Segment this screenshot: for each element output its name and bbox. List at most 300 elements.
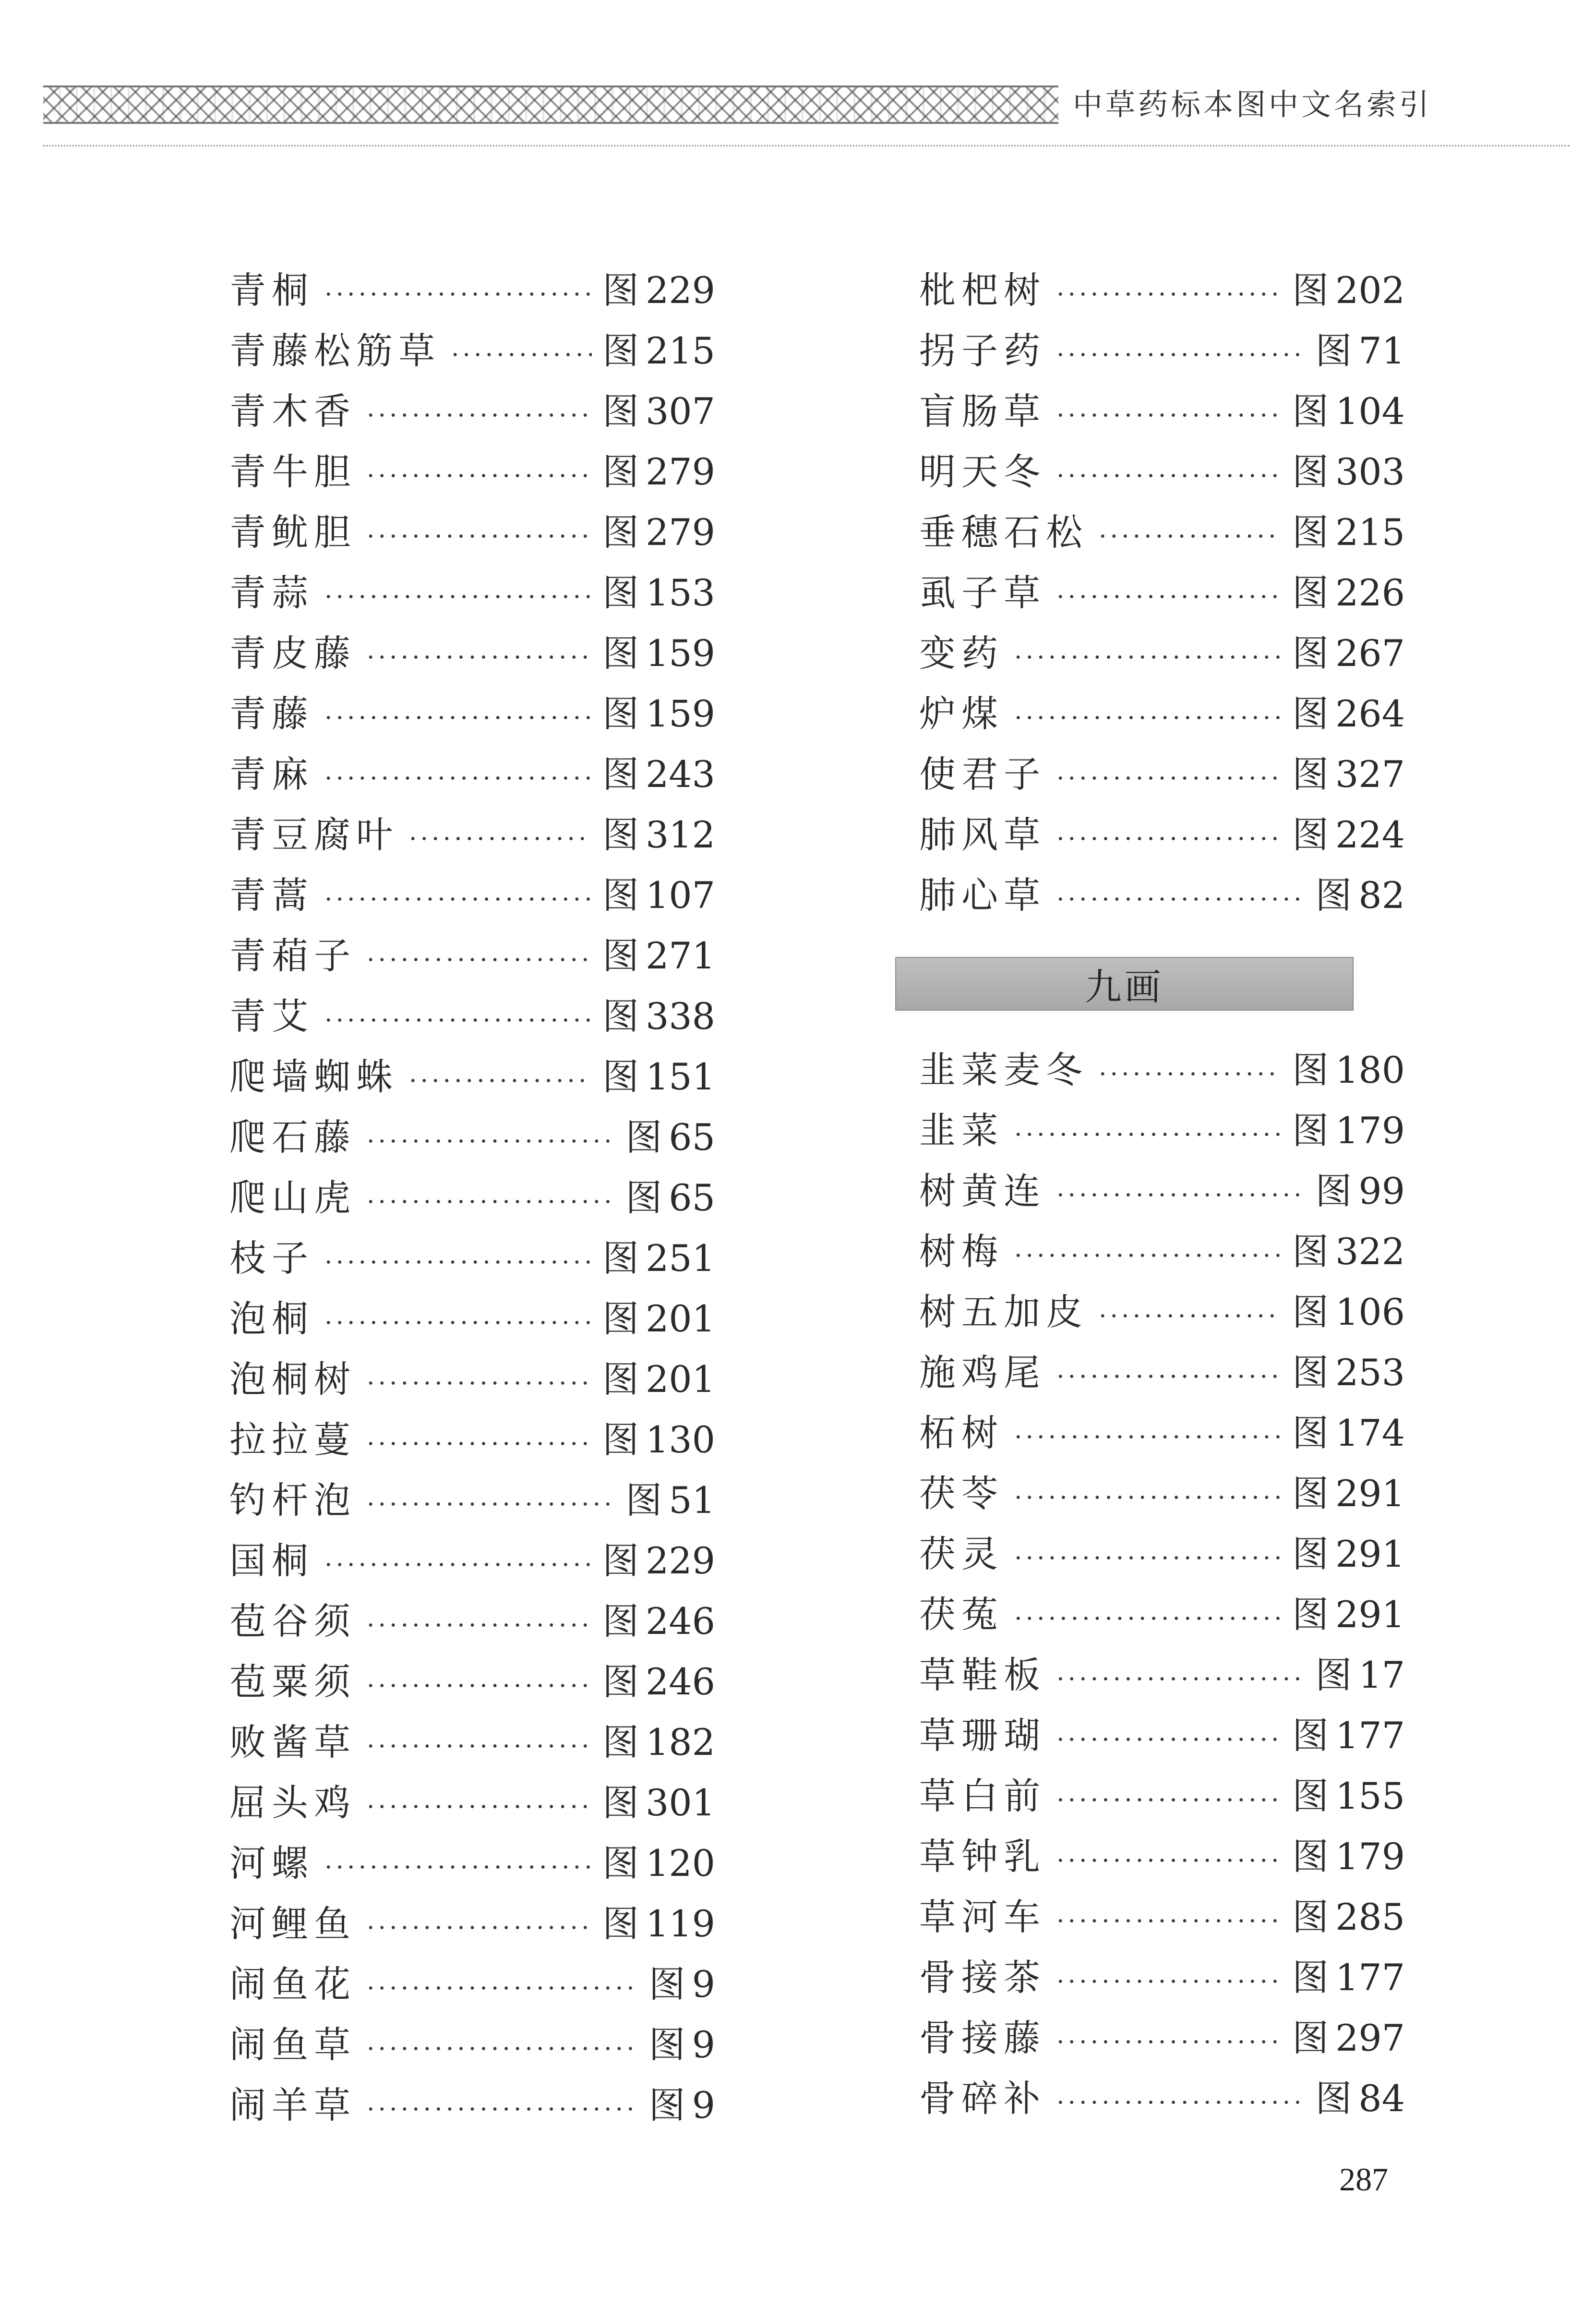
entry-name: 草珊瑚: [919, 1714, 1046, 1757]
dot-leader: [1056, 1831, 1282, 1891]
index-entry: [229, 321, 715, 381]
figure-reference: [1292, 1947, 1405, 2008]
index-entry: [919, 321, 1405, 381]
index-entry: [229, 1954, 715, 2015]
entry-name: 钓杆泡: [229, 1479, 356, 1522]
dot-leader: [324, 1293, 592, 1353]
index-column-right: [919, 260, 1405, 2129]
figure-prefix: 图: [1292, 1472, 1329, 1515]
figure-reference: [625, 1107, 715, 1168]
index-entry: [919, 1342, 1405, 1403]
index-entry: [919, 805, 1405, 865]
dot-leader: [1056, 1165, 1305, 1226]
dot-leader: [1099, 1286, 1282, 1347]
figure-number: 291: [1335, 1533, 1405, 1575]
figure-number: 264: [1335, 692, 1405, 735]
entry-name: 爬墙蜘蛛: [229, 1055, 398, 1098]
index-entry: [919, 1161, 1405, 1221]
figure-reference: [602, 1289, 715, 1349]
figure-reference: [1315, 865, 1405, 926]
entry-name: 败酱草: [229, 1721, 356, 1764]
entry-name: 变药: [919, 632, 1004, 675]
figure-reference: [602, 1531, 715, 1591]
dot-leader: [367, 507, 592, 567]
entry-name: 青豆腐叶: [229, 813, 398, 856]
figure-reference: [649, 1954, 715, 2015]
entry-name: 河鲤鱼: [229, 1902, 356, 1945]
figure-prefix: 图: [1292, 269, 1329, 312]
figure-prefix: 图: [1292, 2017, 1329, 2059]
figure-prefix: 图: [602, 269, 639, 312]
entry-name: 茯灵: [919, 1533, 1004, 1575]
figure-reference: [1292, 744, 1405, 805]
figure-reference: [649, 2015, 715, 2075]
index-entry: [229, 2075, 715, 2136]
figure-reference: [1292, 2008, 1405, 2068]
figure-reference: [1315, 2068, 1405, 2129]
entry-name: 草鞋板: [919, 1654, 1046, 1696]
dot-leader: [1056, 567, 1282, 628]
figure-reference: [1292, 1584, 1405, 1645]
index-entry: [229, 442, 715, 502]
entry-name: 骨接藤: [919, 2017, 1046, 2059]
figure-number: 243: [645, 753, 715, 796]
index-entry: [919, 381, 1405, 442]
figure-reference: [649, 2075, 715, 2136]
entry-name: 闹鱼花: [229, 1963, 356, 2006]
entry-name: 枝子: [229, 1237, 314, 1280]
index-entry: [229, 260, 715, 321]
figure-number: 106: [1335, 1291, 1405, 1333]
entry-name: 青桐: [229, 269, 314, 312]
figure-number: 297: [1335, 2017, 1405, 2059]
figure-number: 303: [1335, 450, 1405, 493]
dot-leader: [451, 325, 592, 386]
dot-leader: [367, 1595, 592, 1656]
figure-number: 201: [645, 1297, 715, 1340]
entry-name: 树黄连: [919, 1170, 1046, 1212]
figure-reference: [602, 684, 715, 744]
figure-prefix: 图: [1292, 450, 1329, 493]
figure-prefix: 图: [1292, 1956, 1329, 1999]
dot-leader: [1056, 1770, 1282, 1831]
index-entry: [919, 1947, 1405, 2008]
dot-leader: [1014, 1468, 1282, 1528]
figure-prefix: 图: [602, 571, 639, 614]
figure-prefix: 图: [602, 813, 639, 856]
figure-prefix: 图: [602, 390, 639, 433]
figure-number: 322: [1335, 1230, 1405, 1273]
dot-leader: [367, 1656, 592, 1716]
figure-prefix: 图: [625, 1176, 662, 1219]
figure-number: 224: [1335, 813, 1405, 856]
entry-name: 青葙子: [229, 934, 356, 977]
figure-number: 267: [1335, 632, 1405, 675]
figure-reference: [1292, 1705, 1405, 1766]
figure-number: 177: [1335, 1714, 1405, 1757]
figure-reference: [602, 623, 715, 684]
index-entry: [229, 1168, 715, 1228]
entry-name: 茯苓: [919, 1472, 1004, 1515]
header-divider: [43, 145, 1570, 146]
index-entry: [229, 1773, 715, 1833]
index-entry: [229, 1712, 715, 1773]
dot-leader: [409, 1051, 592, 1112]
index-entry: [229, 1652, 715, 1712]
index-entry: [919, 623, 1405, 684]
dot-leader: [324, 567, 592, 628]
index-entry: [919, 1766, 1405, 1826]
figure-prefix: 图: [602, 450, 639, 493]
dot-leader: [367, 386, 592, 446]
figure-number: 9: [692, 1963, 715, 2006]
figure-prefix: 图: [1292, 1351, 1329, 1394]
entry-name: 泡桐树: [229, 1358, 356, 1401]
entry-name: 肺风草: [919, 813, 1046, 856]
figure-reference: [602, 502, 715, 563]
index-entry: [229, 1349, 715, 1410]
dot-leader: [324, 1233, 592, 1293]
figure-number: 215: [1335, 511, 1405, 554]
figure-number: 99: [1358, 1170, 1405, 1212]
index-entry: [919, 684, 1405, 744]
figure-reference: [602, 1894, 715, 1954]
entry-name: 骨接茶: [919, 1956, 1046, 1999]
figure-number: 155: [1335, 1775, 1405, 1817]
figure-number: 279: [645, 450, 715, 493]
figure-prefix: 图: [602, 1660, 639, 1703]
figure-prefix: 图: [625, 1116, 662, 1159]
entry-name: 炉煤: [919, 692, 1004, 735]
entry-name: 爬山虎: [229, 1176, 356, 1219]
dot-leader: [1056, 809, 1282, 870]
index-entry: [919, 1221, 1405, 1282]
index-list-right-bottom: [919, 1040, 1405, 2129]
figure-prefix: 图: [1292, 571, 1329, 614]
figure-prefix: 图: [648, 1963, 685, 2006]
entry-name: 河螺: [229, 1842, 314, 1885]
index-entry: [919, 1463, 1405, 1524]
figure-prefix: 图: [602, 1237, 639, 1280]
entry-name: 闹鱼草: [229, 2023, 356, 2066]
figure-reference: [602, 1833, 715, 1894]
figure-reference: [602, 1652, 715, 1712]
index-entry: [229, 805, 715, 865]
dot-leader: [367, 2019, 638, 2079]
dot-leader: [1014, 1407, 1282, 1468]
entry-name: 垂穗石松: [919, 511, 1088, 554]
index-entry: [919, 563, 1405, 623]
figure-reference: [1292, 1766, 1405, 1826]
entry-name: 草白前: [919, 1775, 1046, 1817]
entry-name: 茯菟: [919, 1593, 1004, 1636]
figure-number: 107: [645, 874, 715, 917]
dot-leader: [1056, 2012, 1282, 2073]
running-header-title: 中草药标本图中文名索引: [1073, 87, 1432, 122]
figure-reference: [602, 1773, 715, 1833]
entry-name: 草钟乳: [919, 1835, 1046, 1878]
figure-reference: [602, 1349, 715, 1410]
figure-number: 338: [645, 995, 715, 1038]
figure-prefix: 图: [602, 1055, 639, 1098]
index-entry: [229, 684, 715, 744]
entry-name: 枇杷树: [919, 269, 1046, 312]
figure-number: 312: [645, 813, 715, 856]
entry-name: 韭菜: [919, 1109, 1004, 1152]
entry-name: 青艾: [229, 995, 314, 1038]
figure-prefix: 图: [602, 1600, 639, 1643]
figure-reference: [625, 1470, 715, 1531]
entry-name: 青皮藤: [229, 632, 356, 675]
dot-leader: [1014, 688, 1282, 749]
figure-prefix: 图: [1292, 511, 1329, 554]
figure-number: 65: [669, 1176, 715, 1219]
entry-name: 青木香: [229, 390, 356, 433]
figure-prefix: 图: [1292, 390, 1329, 433]
entry-name: 施鸡尾: [919, 1351, 1046, 1394]
figure-number: 9: [692, 2023, 715, 2066]
figure-number: 327: [1335, 753, 1405, 796]
figure-prefix: 图: [1292, 1896, 1329, 1938]
figure-prefix: 图: [1292, 1714, 1329, 1757]
figure-prefix: 图: [1292, 1835, 1329, 1878]
index-entry: [919, 260, 1405, 321]
figure-reference: [625, 1168, 715, 1228]
dot-leader: [1056, 1347, 1282, 1407]
figure-reference: [602, 1410, 715, 1470]
entry-name: 屈头鸡: [229, 1781, 356, 1824]
figure-reference: [1292, 623, 1405, 684]
figure-prefix: 图: [1315, 874, 1352, 917]
figure-number: 246: [645, 1600, 715, 1643]
entry-name: 青蒿: [229, 874, 314, 917]
figure-reference: [1292, 684, 1405, 744]
figure-prefix: 图: [1292, 1533, 1329, 1575]
entry-name: 骨碎补: [919, 2077, 1046, 2120]
figure-prefix: 图: [602, 934, 639, 977]
figure-reference: [602, 926, 715, 986]
figure-number: 119: [645, 1902, 715, 1945]
entry-name: 国桐: [229, 1539, 314, 1582]
figure-prefix: 图: [1315, 329, 1352, 372]
figure-prefix: 图: [1292, 813, 1329, 856]
figure-prefix: 图: [602, 995, 639, 1038]
index-entry: [919, 2068, 1405, 2129]
dot-leader: [1014, 1589, 1282, 1649]
figure-number: 180: [1335, 1049, 1405, 1091]
figure-number: 201: [645, 1358, 715, 1401]
index-entry: [229, 1894, 715, 1954]
figure-prefix: 图: [602, 329, 639, 372]
entry-name: 泡桐: [229, 1297, 314, 1340]
index-entry: [919, 865, 1405, 926]
index-entry: [919, 1403, 1405, 1463]
figure-prefix: 图: [602, 874, 639, 917]
dot-leader: [1099, 1044, 1282, 1105]
figure-number: 84: [1358, 2077, 1405, 2120]
index-entry: [919, 1282, 1405, 1342]
figure-reference: [602, 986, 715, 1047]
index-entry: [919, 1887, 1405, 1947]
index-entry: [919, 1826, 1405, 1887]
index-entry: [919, 744, 1405, 805]
index-entry: [229, 1228, 715, 1289]
figure-number: 291: [1335, 1472, 1405, 1515]
figure-number: 271: [645, 934, 715, 977]
figure-number: 153: [645, 571, 715, 614]
figure-reference: [1292, 1100, 1405, 1161]
figure-number: 51: [669, 1479, 715, 1522]
index-entry: [919, 1524, 1405, 1584]
figure-prefix: 图: [1315, 1654, 1352, 1696]
index-entry: [919, 1645, 1405, 1705]
figure-number: 229: [645, 269, 715, 312]
entry-name: 青藤: [229, 692, 314, 735]
index-entry: [229, 744, 715, 805]
figure-reference: [1292, 502, 1405, 563]
figure-prefix: 图: [648, 2084, 685, 2127]
figure-number: 9: [692, 2084, 715, 2127]
index-list-right-top: [919, 260, 1405, 926]
dot-leader: [324, 870, 592, 930]
figure-number: 174: [1335, 1412, 1405, 1454]
figure-prefix: 图: [1292, 1775, 1329, 1817]
index-entry: [229, 1410, 715, 1470]
figure-reference: [1292, 260, 1405, 321]
figure-reference: [1292, 442, 1405, 502]
figure-number: 65: [669, 1116, 715, 1159]
entry-name: 韭菜麦冬: [919, 1049, 1088, 1091]
figure-prefix: 图: [602, 1902, 639, 1945]
figure-number: 179: [1335, 1109, 1405, 1152]
index-entry: [229, 986, 715, 1047]
figure-number: 17: [1358, 1654, 1405, 1696]
dot-leader: [1056, 749, 1282, 809]
dot-leader: [1056, 446, 1282, 507]
index-entry: [229, 1470, 715, 1531]
dot-leader: [324, 749, 592, 809]
figure-reference: [602, 1047, 715, 1107]
index-entry: [919, 1040, 1405, 1100]
figure-reference: [1292, 1524, 1405, 1584]
figure-number: 279: [645, 511, 715, 554]
entry-name: 苞谷须: [229, 1600, 356, 1643]
figure-prefix: 图: [602, 1297, 639, 1340]
dot-leader: [1056, 265, 1282, 325]
figure-number: 229: [645, 1539, 715, 1582]
figure-reference: [602, 563, 715, 623]
entry-name: 拉拉蔓: [229, 1418, 356, 1461]
figure-prefix: 图: [1315, 1170, 1352, 1212]
entry-name: 青鱿胆: [229, 511, 356, 554]
figure-prefix: 图: [602, 632, 639, 675]
dot-leader: [324, 991, 592, 1051]
dot-leader: [367, 628, 592, 688]
figure-prefix: 图: [602, 1539, 639, 1582]
dot-leader: [367, 1898, 592, 1958]
index-entry: [919, 1705, 1405, 1766]
entry-name: 树梅: [919, 1230, 1004, 1273]
figure-prefix: 图: [1292, 1291, 1329, 1333]
figure-reference: [1315, 321, 1405, 381]
dot-leader: [409, 809, 592, 870]
entry-name: 树五加皮: [919, 1291, 1088, 1333]
figure-number: 159: [645, 632, 715, 675]
dot-leader: [367, 446, 592, 507]
figure-number: 104: [1335, 390, 1405, 433]
figure-prefix: 图: [602, 1358, 639, 1401]
figure-prefix: 图: [625, 1479, 662, 1522]
figure-reference: [1292, 1826, 1405, 1887]
figure-reference: [602, 381, 715, 442]
entry-name: 青蒜: [229, 571, 314, 614]
figure-prefix: 图: [1292, 1412, 1329, 1454]
figure-prefix: 图: [1292, 753, 1329, 796]
figure-prefix: 图: [1292, 1049, 1329, 1091]
figure-prefix: 图: [602, 511, 639, 554]
index-entry: [229, 865, 715, 926]
index-entry: [229, 502, 715, 563]
dot-leader: [1056, 870, 1305, 930]
figure-number: 301: [645, 1781, 715, 1824]
figure-reference: [1292, 1463, 1405, 1524]
figure-prefix: 图: [1292, 1593, 1329, 1636]
figure-reference: [1292, 1221, 1405, 1282]
figure-reference: [602, 321, 715, 381]
dot-leader: [367, 1172, 615, 1233]
figure-number: 130: [645, 1418, 715, 1461]
figure-number: 151: [645, 1055, 715, 1098]
dot-leader: [1056, 2073, 1305, 2133]
dot-leader: [1014, 1226, 1282, 1286]
entry-name: 爬石藤: [229, 1116, 356, 1159]
dot-leader: [367, 1353, 592, 1414]
dot-leader: [367, 1474, 615, 1535]
figure-number: 251: [645, 1237, 715, 1280]
dot-leader: [1056, 1891, 1282, 1952]
dot-leader: [367, 1414, 592, 1474]
dot-leader: [367, 1958, 638, 2019]
dot-leader: [324, 1837, 592, 1898]
index-entry: [919, 1584, 1405, 1645]
entry-name: 青麻: [229, 753, 314, 796]
dot-leader: [1056, 1649, 1305, 1710]
figure-reference: [1292, 805, 1405, 865]
dot-leader: [367, 1716, 592, 1777]
dot-leader: [367, 1777, 592, 1837]
entry-name: 虱子草: [919, 571, 1046, 614]
figure-reference: [1292, 381, 1405, 442]
entry-name: 柘树: [919, 1412, 1004, 1454]
index-entry: [229, 926, 715, 986]
figure-prefix: 图: [648, 2023, 685, 2066]
index-entry: [229, 623, 715, 684]
figure-reference: [602, 1712, 715, 1773]
dot-leader: [367, 2079, 638, 2140]
dot-leader: [324, 265, 592, 325]
dot-leader: [367, 930, 592, 991]
figure-reference: [1315, 1645, 1405, 1705]
figure-reference: [1292, 1342, 1405, 1403]
dot-leader: [1056, 1710, 1282, 1770]
figure-number: 120: [645, 1842, 715, 1885]
figure-reference: [1292, 1040, 1405, 1100]
index-entry: [919, 442, 1405, 502]
figure-reference: [602, 442, 715, 502]
figure-number: 253: [1335, 1351, 1405, 1394]
figure-reference: [602, 865, 715, 926]
entry-name: 草河车: [919, 1896, 1046, 1938]
